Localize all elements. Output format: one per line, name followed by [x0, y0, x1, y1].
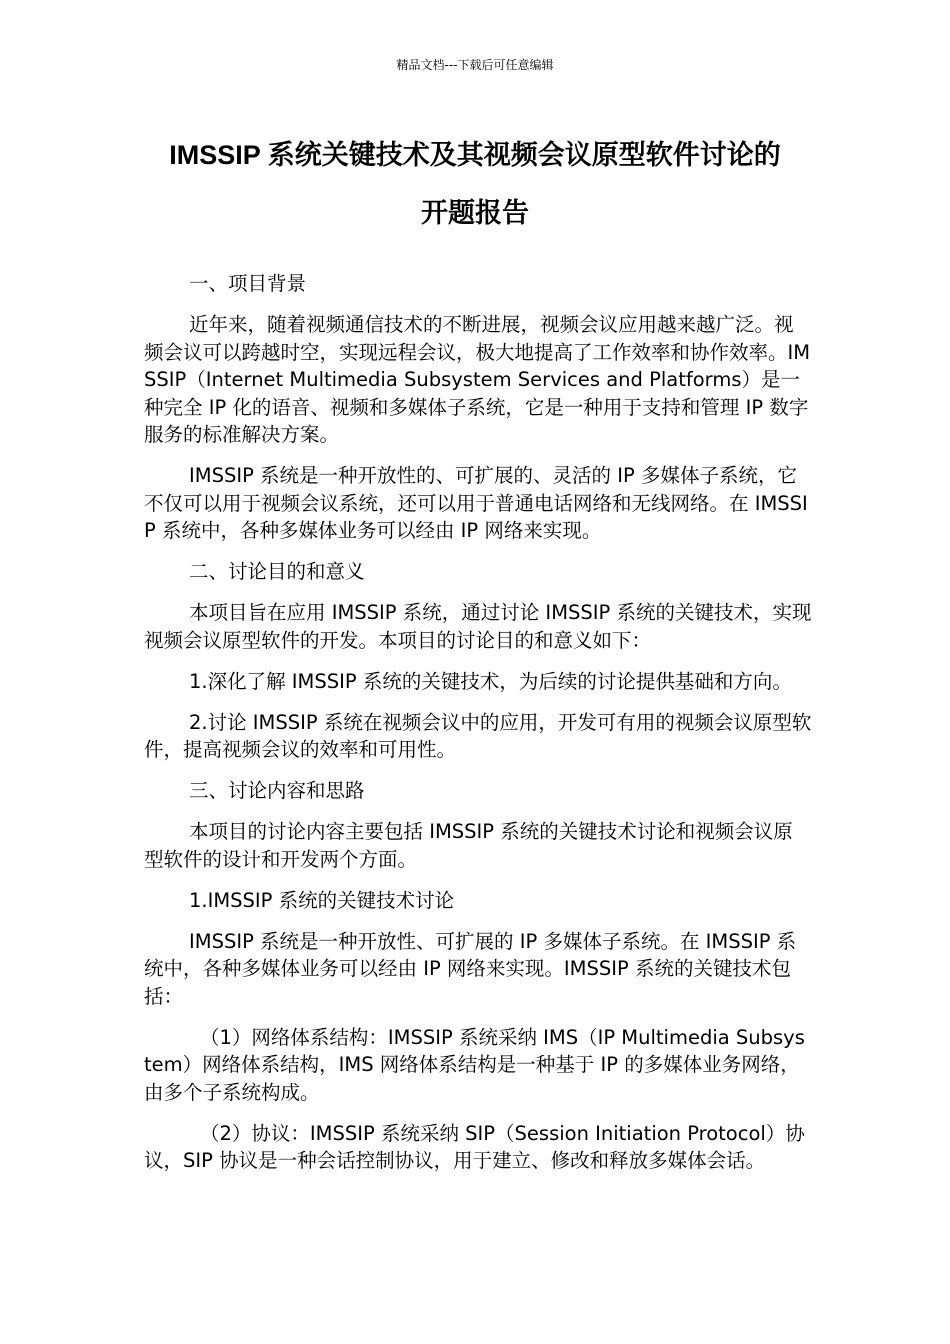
paragraph-purpose-intro: 本项目旨在应用 IMSSIP 系统，通过讨论 IMSSIP 系统的关键技术，实现视频会议原型软件的开发。本项目的讨论目的和意义如下： — [144, 601, 812, 652]
paragraph-key-tech: IMSSIP 系统是一种开放性、可扩展的 IP 多媒体子系统。在 IMSSIP 系统中，各种多媒体业务可以经由 IP 网络来实现。IMSSIP 系统的关键技术包括： — [144, 929, 797, 1008]
subsection-heading-key-tech: 1.IMSSIP 系统的关键技术讨论 — [189, 888, 455, 912]
paragraph-background-1: 近年来，随着视频通信技术的不断进展，视频会议应用越来越广泛。视频会议可以跨越时空，实现远程会议，极大地提高了工作效率和协作效率。IMSSIP（Internet Multimedia Subsystem Services and Platforms）是一种完全 IP 化的语音、视频和多媒体子系统，它是一种用于支持和管理 IP 数字服务的标准解决方案。 — [144, 313, 811, 446]
document-title-line-1: IMSSIP 系统关键技术及其视频会议原型软件讨论的 — [169, 140, 781, 170]
section-heading-content: 三、讨论内容和思路 — [189, 779, 365, 802]
document-body — [144, 270, 812, 1188]
section-heading-purpose: 二、讨论目的和意义 — [189, 560, 365, 583]
paragraph-background-2: IMSSIP 系统是一种开放性的、可扩展的、灵活的 IP 多媒体子系统，它不仅可以用于视频会议系统，还可以用于普通电话网络和无线网络。在 IMSSIP 系统中，各种多媒体业务可以经由 IP 网络来实现。 — [144, 464, 808, 542]
list-item-network-architecture: （1）网络体系结构：IMSSIP 系统采纳 IMS（IP Multimedia Subsystem）网络体系结构，IMS 网络体系结构是一种基于 IP 的多媒体业务网络，由多个子系统构成。 — [144, 1025, 805, 1104]
list-item-protocol: （2）协议：IMSSIP 系统采纳 SIP（Session Initiation Protocol）协议，SIP 协议是一种会话控制协议，用于建立、修改和释放多媒体会话。 — [144, 1121, 805, 1172]
paragraph-purpose-point-2: 2.讨论 IMSSIP 系统在视频会议中的应用，开发可有用的视频会议原型软件，提高视频会议的效率和可用性。 — [144, 710, 812, 761]
paragraph-purpose-point-1: 1.深化了解 IMSSIP 系统的关键技术，为后续的讨论提供基础和方向。 — [189, 669, 792, 693]
section-heading-background: 一、项目背景 — [189, 272, 307, 295]
document-title-line-2: 开题报告 — [421, 198, 529, 228]
paragraph-content-intro: 本项目的讨论内容主要包括 IMSSIP 系统的关键技术讨论和视频会议原型软件的设计和开发两个方面。 — [144, 820, 793, 871]
header-note: 精品文档---下载后可任意编辑 — [396, 58, 554, 72]
